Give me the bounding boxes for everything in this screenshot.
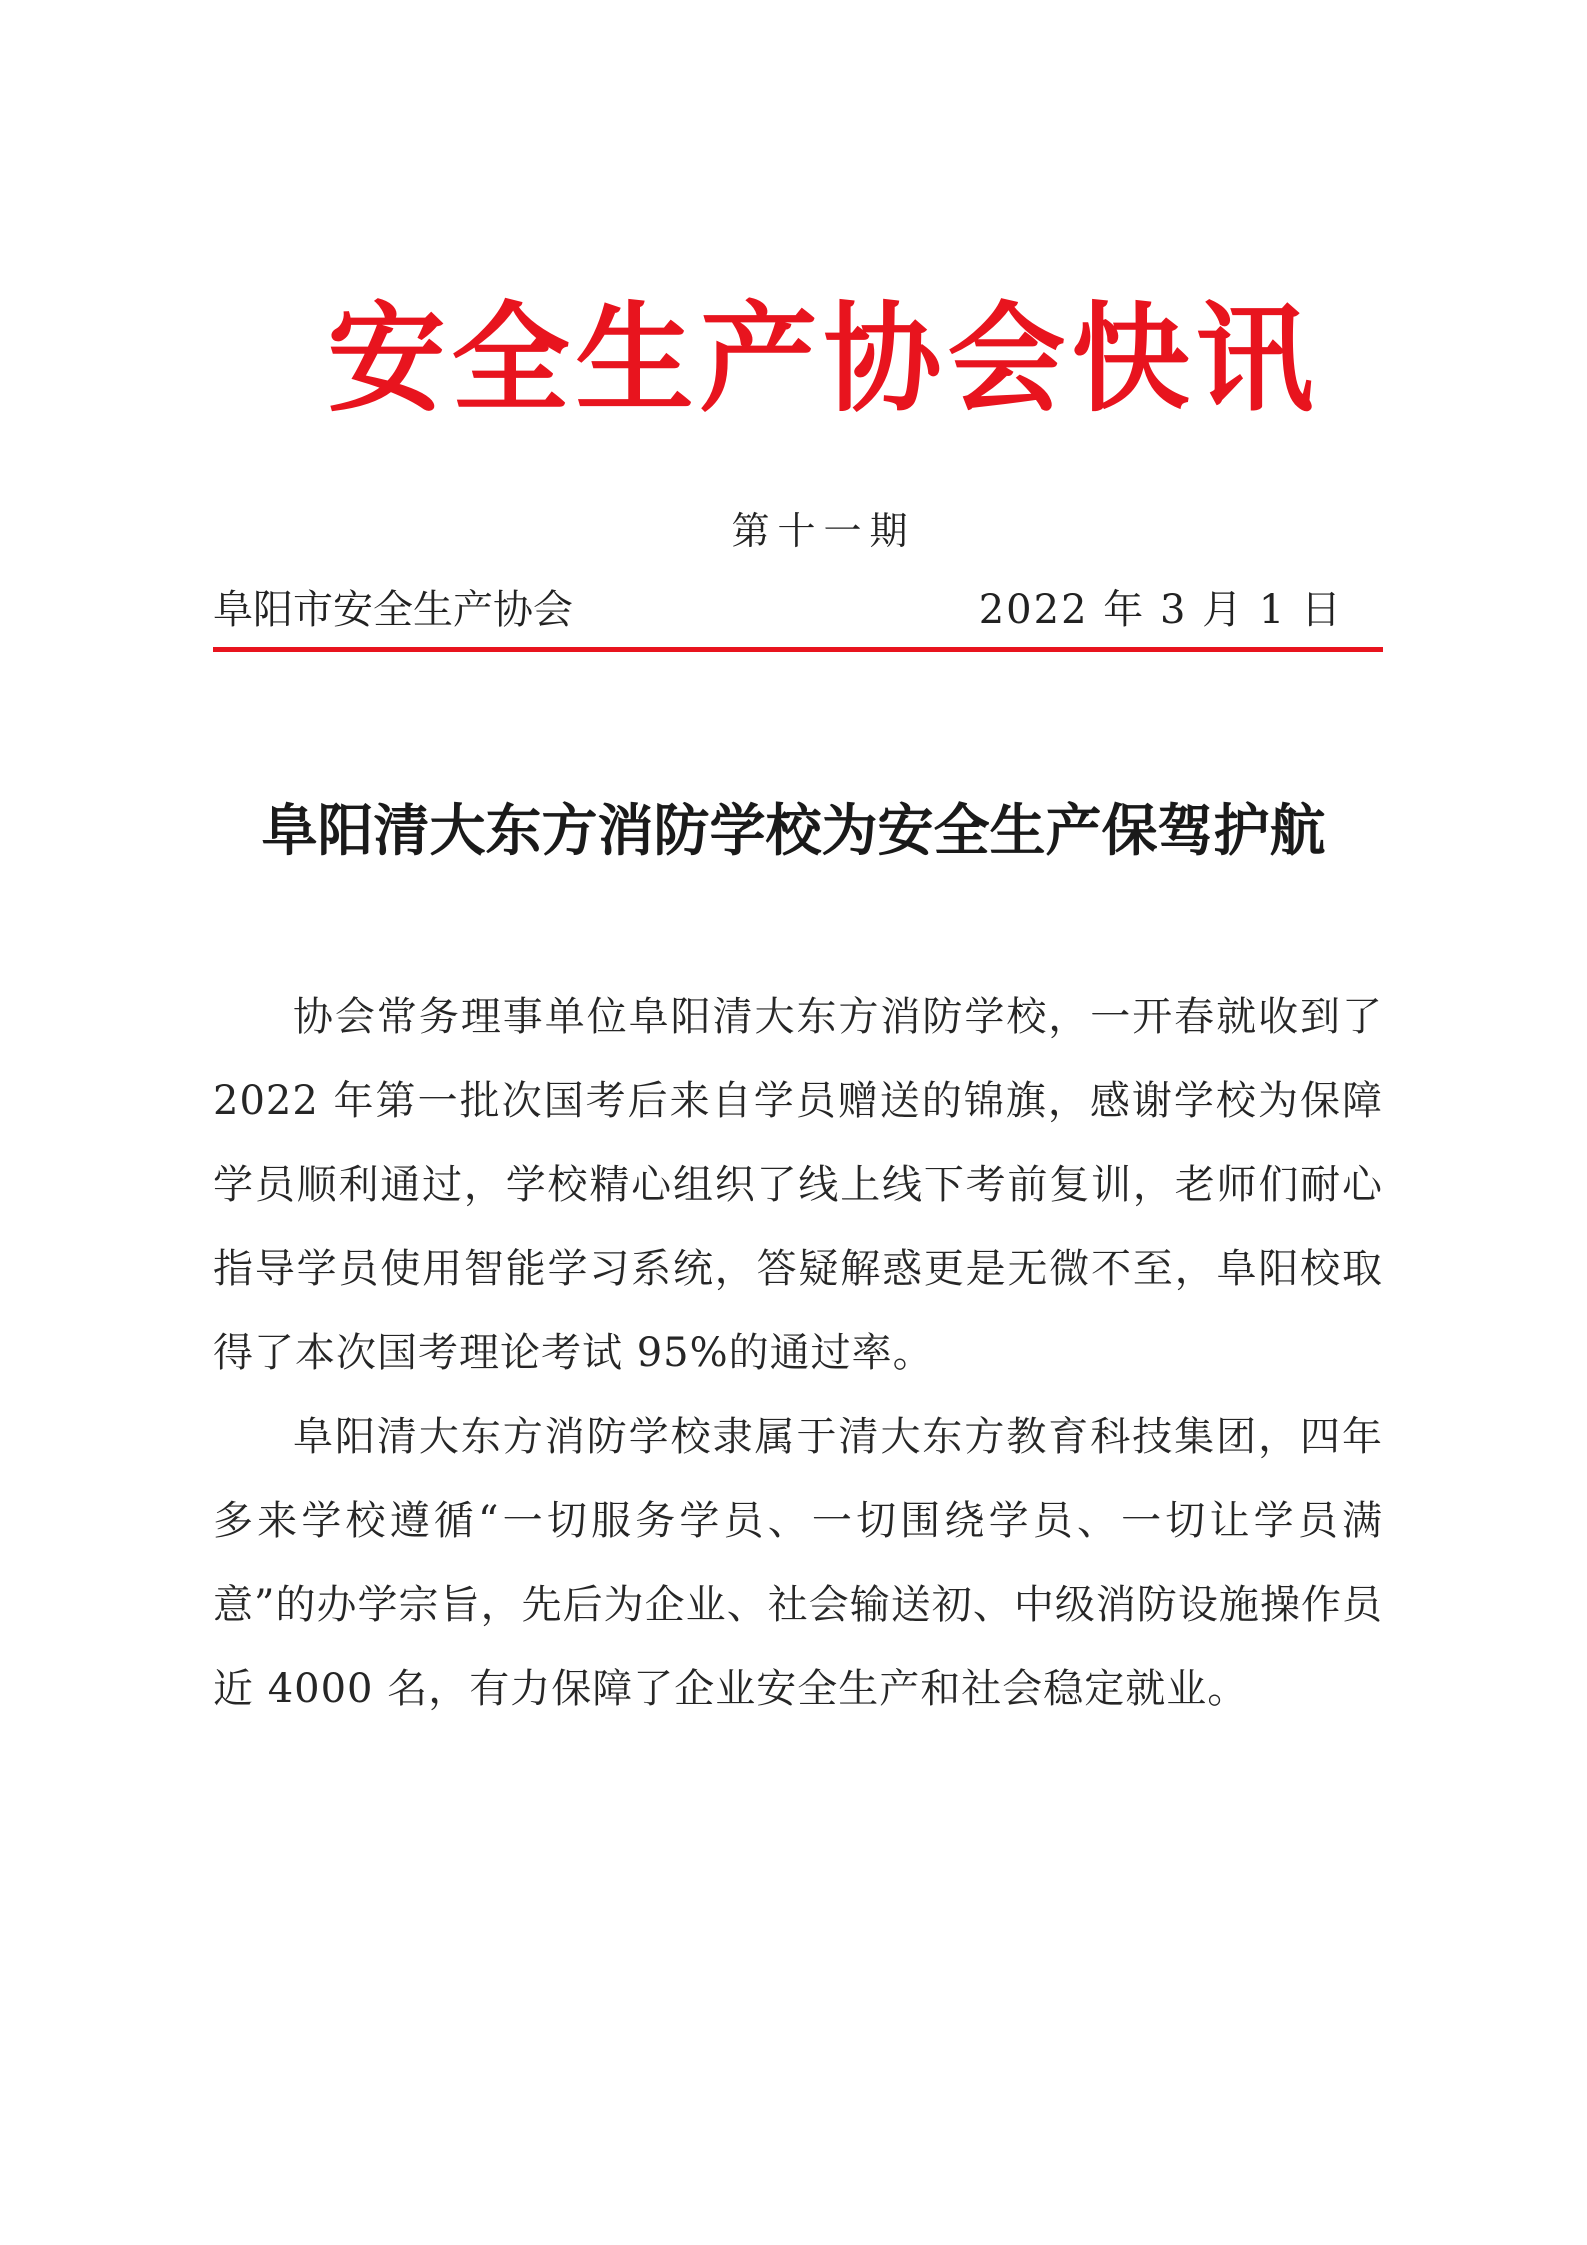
organization-name: 阜阳市安全生产协会 bbox=[213, 587, 573, 633]
publication-info-row bbox=[213, 585, 1343, 635]
publication-date: 2022 年 3 月 1 日 bbox=[978, 587, 1343, 633]
article-title: 阜阳清大东方消防学校为安全生产保驾护航 bbox=[261, 798, 1326, 864]
article-paragraph: 协会常务理事单位阜阳清大东方消防学校，一开春就收到了 2022 年第一批次国考后来自学员赠送的锦旗，感谢学校为保障学员顺利通过，学校精心组织了线上线下考前复训，老师们耐心指导学员使用智能学习系统，答疑解惑更是无微不至，阜阳校取得了本次国考理论考试 95%的通过率。 bbox=[213, 994, 1383, 1376]
article-body bbox=[213, 975, 1383, 1731]
article-paragraph: 阜阳清大东方消防学校隶属于清大东方教育科技集团，四年多来学校遵循“一切服务学员、一切围绕学员、一切让学员满意”的办学宗旨，先后为企业、社会输送初、中级消防设施操作员近 4000 名，有力保障了企业安全生产和社会稳定就业。 bbox=[213, 1414, 1383, 1712]
masthead-title: 安全生产协会快讯 bbox=[327, 289, 1320, 428]
issue-number: 第十一期 bbox=[731, 509, 916, 553]
red-divider-line bbox=[213, 647, 1383, 652]
